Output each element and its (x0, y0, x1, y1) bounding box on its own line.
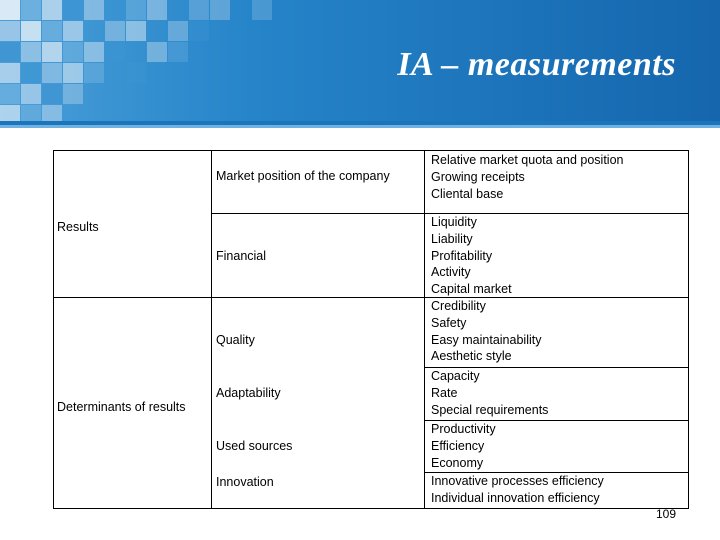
slide-title: IA – measurements (397, 46, 676, 83)
measure-item: Relative market quota and position (431, 153, 624, 167)
measure-item: Profitability (431, 248, 493, 263)
page-number: 109 (656, 507, 677, 521)
measure-item: Credibility (431, 299, 486, 313)
column-divider-1 (211, 150, 212, 509)
dimension-adaptability: Adaptability (216, 386, 281, 400)
measure-item: Capacity (431, 369, 480, 383)
table-border-top (53, 150, 689, 151)
dimension-market-position: Market position of the company (216, 169, 390, 183)
measure-item: Growing receipts (431, 169, 525, 184)
measure-item: Innovative processes efficiency (431, 474, 604, 488)
table-border-bottom (53, 508, 689, 509)
dimension-innovation: Innovation (216, 475, 274, 489)
table-border-left (53, 150, 54, 509)
measure-item: Cliental base (431, 186, 504, 201)
measure-item: Capital market (431, 282, 512, 297)
table-border-right (688, 150, 689, 509)
measure-item: Rate (431, 385, 458, 400)
dimension-used-sources: Used sources (216, 439, 293, 453)
measure-item: Liability (431, 231, 473, 246)
measure-item: Easy maintainability (431, 332, 542, 347)
measure-item: Safety (431, 315, 467, 330)
dimension-quality: Quality (216, 333, 255, 347)
column-divider-2 (424, 150, 425, 509)
measure-item: Liquidity (431, 215, 477, 229)
group-label-determinants: Determinants of results (57, 400, 186, 414)
dimension-financial: Financial (216, 249, 267, 263)
measure-item: Aesthetic style (431, 349, 512, 364)
group-label-results: Results (57, 220, 99, 234)
measure-item: Productivity (431, 422, 496, 436)
measure-item: Efficiency (431, 438, 485, 453)
measure-item: Economy (431, 455, 484, 470)
measure-item: Special requirements (431, 402, 549, 417)
measure-item: Activity (431, 265, 471, 280)
group-divider (53, 297, 689, 298)
measure-item: Individual innovation efficiency (431, 490, 600, 505)
